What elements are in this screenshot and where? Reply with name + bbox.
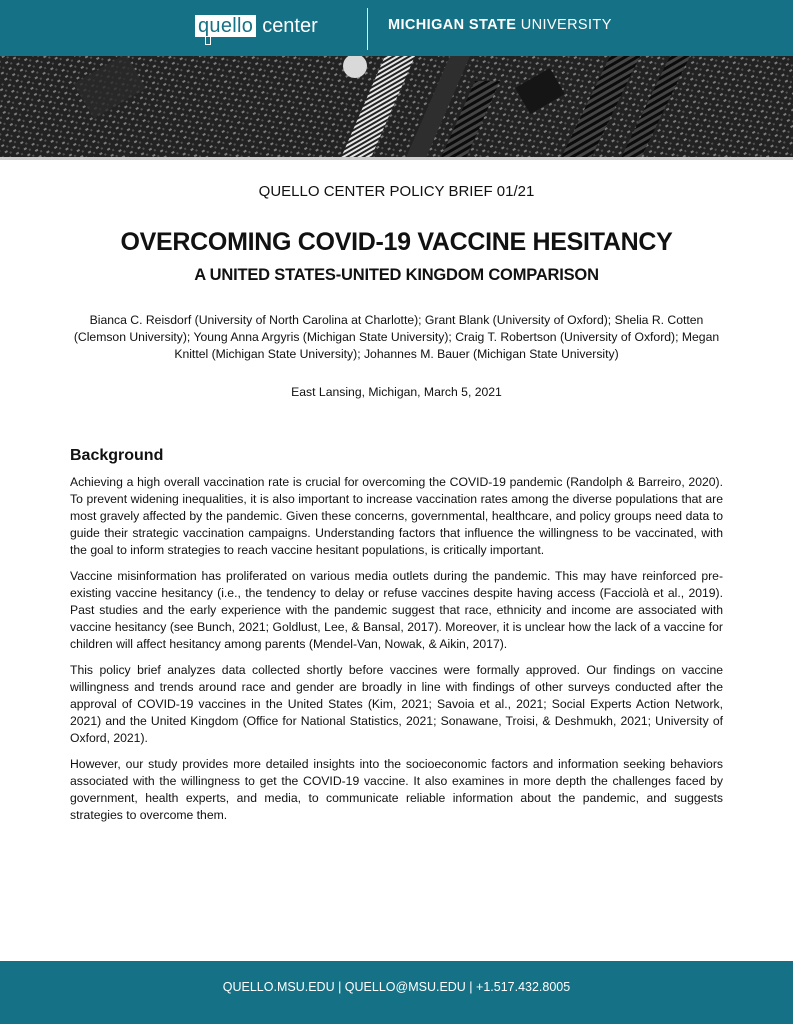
paragraph: Achieving a high overall vaccination rate is crucial for overcoming the COVID-19 pandemic (Randolph & Barreiro, 2020). To prevent widening inequalities, it is also important to increase vaccination rates among the diverse populations that are most gravely affected by the pandemic. Given these concerns, governmental, healthcare, and policy groups need data to guide their strategic vaccination campaigns. Understanding factors that influence the willingness to be vaccinated, with the goal to inform strategies to reach vaccine hesitant populations, is critically important. bbox=[70, 475, 723, 557]
header-bar bbox=[0, 0, 793, 56]
msu-light: UNIVERSITY bbox=[520, 17, 612, 33]
document-subtitle: A UNITED STATES-UNITED KINGDOM COMPARISON bbox=[194, 266, 599, 284]
author-list: Bianca C. Reisdorf (University of North Carolina at Charlotte); Grant Blank (University of Oxford); Shelia R. Cotten (Clemson University); Young Anna Argyris (Michigan State University); Craig T. Robertson (University of Oxford); Megan Knittel (Michigan State University); Johannes M. Bauer (Michigan State University) bbox=[73, 313, 720, 361]
msu-bold: MICHIGAN STATE bbox=[388, 17, 517, 33]
circuit-board-banner-image bbox=[0, 56, 793, 160]
paragraph: However, our study provides more detailed insights into the socioeconomic factors and information seeking behaviors associated with the willingness to get the COVID-19 vaccine. It also examines in more depth the challenges faced by government, health experts, and media, to communicate reliable information about the pandemic, and suggests strategies to overcome them. bbox=[70, 757, 723, 822]
header-divider bbox=[367, 8, 368, 50]
document-title: OVERCOMING COVID-19 VACCINE HESITANCY bbox=[120, 228, 673, 256]
footer-bar bbox=[0, 961, 793, 1024]
logo-boxed-text: quello bbox=[195, 15, 256, 37]
section-heading-background: Background bbox=[70, 447, 164, 464]
dateline: East Lansing, Michigan, March 5, 2021 bbox=[291, 385, 502, 399]
paragraph: Vaccine misinformation has proliferated on various media outlets during the pandemic. This may have reinforced pre-existing vaccine hesitancy (i.e., the tendency to delay or refuse vaccines despite having access (Facciolà et al., 2019). Past studies and the early experience with the pandemic suggest that race, ethnicity and income are associated with vaccine hesitancy (see Bunch, 2021; Goldlust, Lee, & Bansal, 2017). Moreover, it is unclear how the lack of a vaccine for children will affect hesitancy among parents (Mendel-Van, Nowak, & Aikin, 2017). bbox=[70, 569, 723, 651]
quello-center-logo bbox=[195, 13, 318, 39]
logo-word: center bbox=[262, 15, 318, 37]
footer-contact: QUELLO.MSU.EDU | QUELLO@MSU.EDU | +1.517.432.8005 bbox=[222, 980, 571, 994]
msu-wordmark bbox=[388, 17, 612, 33]
paragraph: This policy brief analyzes data collected shortly before vaccines were formally approved. Our findings on vaccine willingness and trends around race and gender are broadly in line with findings of other surveys conducted after the approval of COVID-19 vaccines in the United States (Kim, 2021; Savoia et al., 2021; Social Experts Action Network, 2021) and the United Kingdom (Office for National Statistics, 2021; Sonawane, Troisi, & Deshmukh, 2021; University of Oxford, 2021). bbox=[70, 663, 723, 745]
background-body bbox=[70, 474, 723, 833]
policy-brief-series: QUELLO CENTER POLICY BRIEF 01/21 bbox=[258, 183, 535, 200]
